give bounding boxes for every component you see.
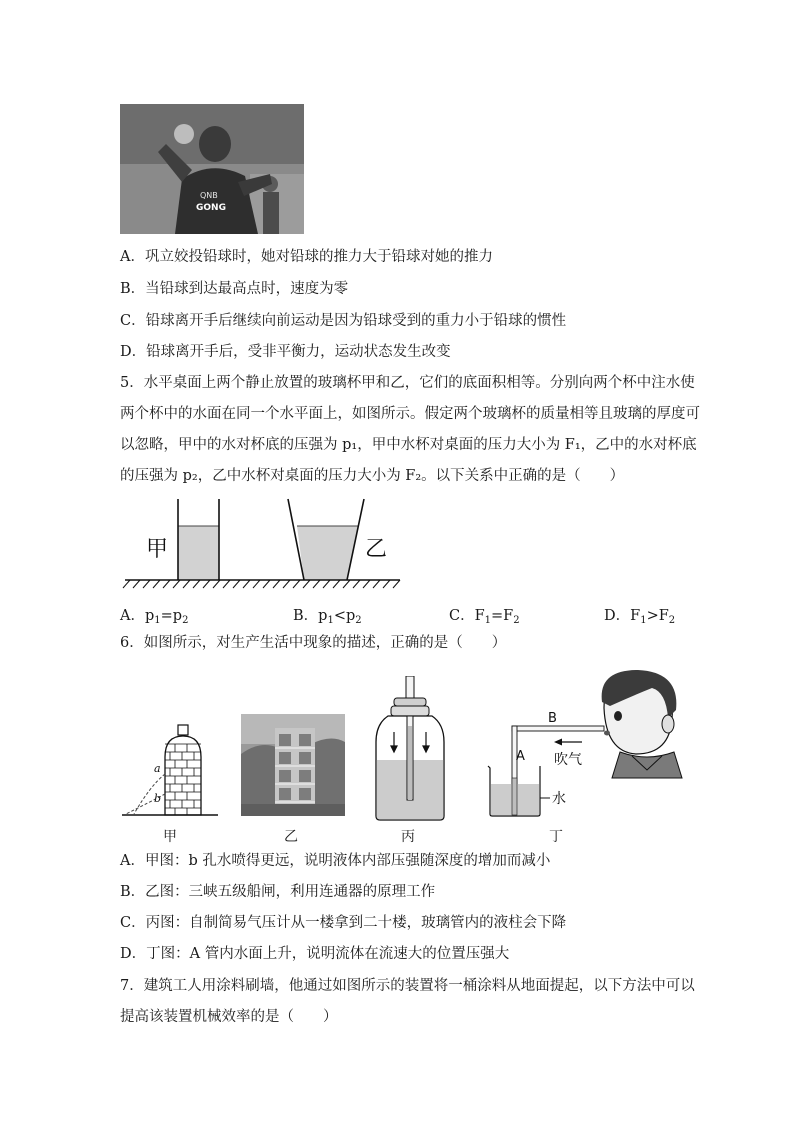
label-yi: 乙 xyxy=(365,537,388,562)
q4-option-a: A．巩立姣投铅球时，她对铅球的推力大于铅球对她的推力 xyxy=(120,249,493,265)
q5-option-a: A．$p_1=p_2$ xyxy=(120,608,189,626)
q4-option-c: C．铅球离开手后继续向前运动是因为铅球受到的重力小于铅球的惯性 xyxy=(120,313,567,329)
q4-option-b: B．当铅球到达最高点时，速度为零 xyxy=(120,281,349,297)
q6-option-b: B．乙图：三峡五级船闸，利用连通器的原理工作 xyxy=(120,884,436,900)
caption-bing: 丙 xyxy=(401,829,415,845)
stopper-bottom xyxy=(391,706,429,716)
q5-stem-line-1: 5．水平桌面上两个静止放置的玻璃杯甲和乙，它们的底面积相等。分别向两个杯中注水使 xyxy=(120,375,695,391)
q6-option-c: C．丙图：自制简易气压计从一楼拿到二十楼，玻璃管内的液柱会下降 xyxy=(120,915,567,931)
stopper-top xyxy=(394,698,426,706)
boy-ear xyxy=(662,715,674,733)
q6-fig-jia-bottle xyxy=(120,722,220,822)
bib-text-2: GONG xyxy=(196,203,226,213)
q7-stem-line-1: 7．建筑工人用涂料刷墙，他通过如图所示的装置将一桶涂料从地面提起，以下方法中可以 xyxy=(120,978,695,994)
q6-option-a: A．甲图：b 孔水喷得更远，说明液体内部压强随深度的增加而减小 xyxy=(120,853,551,869)
caption-jia: 甲 xyxy=(163,829,177,845)
q6-fig-ding-blow-tube xyxy=(482,666,690,822)
tube-b xyxy=(512,726,604,731)
hole-a-label: a xyxy=(154,762,161,775)
table-hatching xyxy=(123,580,400,588)
q4-option-d: D．铅球离开手后，受非平衡力，运动状态发生改变 xyxy=(120,344,451,360)
q5-stem-line-4: 的压强为 p₂，乙中水杯对桌面的压力大小为 F₂。以下关系中正确的是（ ） xyxy=(120,468,625,484)
label-a: A xyxy=(516,749,525,764)
bib-text-1: QNB xyxy=(200,191,218,200)
q5-option-b: B．$p_1<p_2$ xyxy=(293,608,362,626)
label-water: 水 xyxy=(552,791,566,807)
boy-eye xyxy=(614,711,622,721)
bottle-brick-pattern xyxy=(165,744,201,815)
hole-b-label: b xyxy=(154,792,162,805)
q6-option-d: D．丁图：A 管内水面上升，说明流体在流速大的位置压强大 xyxy=(120,946,510,962)
shot-put-photo xyxy=(120,104,304,234)
q5-option-d: D．$F_1>F_2$ xyxy=(604,608,676,626)
caption-ding: 丁 xyxy=(549,829,563,845)
jia-water xyxy=(178,526,219,580)
boy-shirt xyxy=(612,752,682,778)
label-jia: 甲 xyxy=(146,537,169,562)
q6-fig-bing-barometer xyxy=(370,676,450,822)
q6-fig-yi-three-gorges-photo xyxy=(241,714,345,816)
label-b: B xyxy=(548,711,557,726)
q6-stem: 6．如图所示，对生产生活中现象的描述，正确的是（ ） xyxy=(120,635,507,651)
q5-stem-line-3: 以忽略，甲中的水对杯底的压强为 p₁，甲中水杯对桌面的压力大小为 F₁，乙中的水对杯底 xyxy=(120,437,697,453)
q5-stem-line-2: 两个杯中的水面在同一个水平面上，如图所示。假定两个玻璃杯的质量相等且玻璃的厚度可 xyxy=(120,406,700,422)
caption-yi: 乙 xyxy=(284,829,298,845)
q7-stem-line-2: 提高该装置机械效率的是（ ） xyxy=(120,1009,338,1025)
label-blow: 吹气 xyxy=(554,752,582,768)
q5-option-c: C．$F_1=F_2$ xyxy=(449,608,520,626)
q5-glasses-figure xyxy=(120,494,410,594)
